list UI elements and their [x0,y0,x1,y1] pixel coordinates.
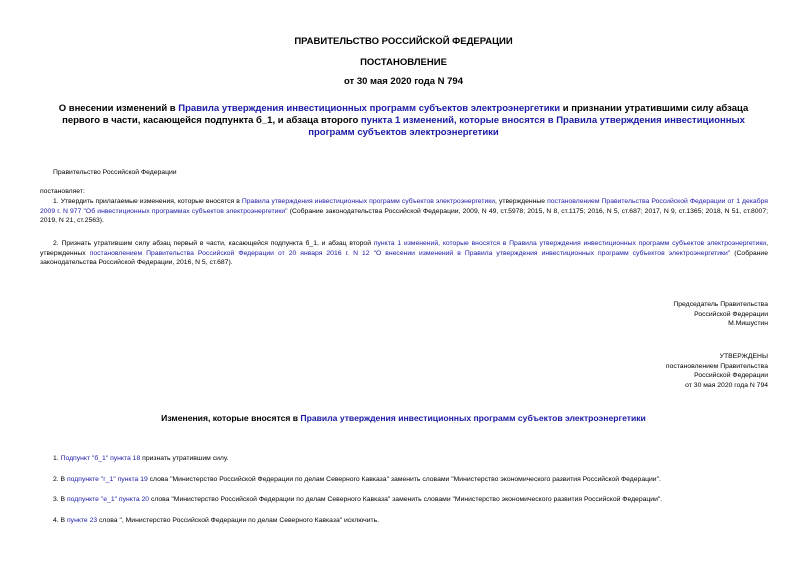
title-text-2: и признании утратившими силу абзаца первого в части, касающейся подпункта б_1, и абзаца второго [62,103,749,126]
amendment-1-text: признать утратившим силу. [140,455,229,462]
signature-position: Председатель Правительства [673,301,768,308]
item-2-link-point1[interactable]: пункта 1 изменений, которые вносятся в Правила утверждения инвестиционных программ субъектов электроэнергетики [373,240,767,247]
amendment-2-link[interactable]: подпункте "г_1" пункта 19 [66,476,148,483]
signature-name: М.Мишустин [728,320,768,328]
document-type: ПОСТАНОВЛЕНИЕ [360,57,447,68]
item-1-text-1: 1. Утвердить прилагаемые изменения, которые вносятся в [53,198,242,205]
approved-by: постановлением Правительства [665,362,768,370]
amendment-4-text: слова ", Министерство Российской Федерации по делам Северного Кавказа" исключить. [97,517,380,524]
item-1-link-resolution[interactable]: постановлением Правительства Российской Федерации от 1 декабря 2009 г. N 977 "Об инвестиционных программах субъектов электроэнергетики" [40,198,768,215]
amendments-title-link[interactable]: Правила утверждения инвестиционных программ субъектов электроэнергетики [300,413,646,423]
approved-date: от 30 мая 2020 года N 794 [685,381,768,389]
amendment-3-link[interactable]: подпункте "е_1" пункта 20 [66,496,150,503]
title-link-rules[interactable]: Правила утверждения инвестиционных программ субъектов электроэнергетики [178,103,561,114]
amendment-2-num: 2. В [53,476,67,483]
document-title [40,103,767,139]
amendments-title-text: Изменения, которые вносятся в [161,413,301,423]
amendment-1-link[interactable]: Подпункт "б_1" пункта 18 [60,455,141,462]
item-1-link-rules[interactable]: Правила утверждения инвестиционных программ субъектов электроэнергетики [241,198,496,205]
item-1 [40,197,768,226]
item-1-text-3: (Собрание законодательства Российской Федерации, 2009, N 49, ст.5978; 2015, N 8, ст.1175; 2016, N 5, ст.687; 2017, N 9, ст.1365; 2018, N 51, ст.8007; 2019, N 21, ст.2563). [40,207,769,225]
approved-country: Российской Федерации [694,372,768,380]
document-date: от 30 мая 2020 года N 794 [343,76,464,87]
amendment-item [53,516,773,526]
preamble-author: Правительство Российской Федерации [53,169,177,176]
approved-block [468,352,768,390]
title-link-point1[interactable]: пункта 1 изменений, которые вносятся в Правила утверждения инвестиционных программ субъектов электроэнергетики [308,115,745,138]
amendment-3-text: слова "Министерство Российской Федерации по делам Северного Кавказа" заменить словами "Министерство экономического развития Российской Федерации". [149,496,663,503]
item-2-text-2: , утвержденных [40,240,768,257]
government-heading: ПРАВИТЕЛЬСТВО РОССИЙСКОЙ ФЕДЕРАЦИИ [294,36,513,47]
signature-country: Российской Федерации [694,310,768,318]
item-2 [40,239,768,268]
title-text-1: О внесении изменений в [58,103,179,114]
item-2-text-3: (Собрание законодательства Российской Федерации, 2016, N 5, ст.687). [40,249,768,267]
amendment-2-text: слова "Министерство Российской Федерации по делам Северного Кавказа" заменить словами "Министерство экономического развития Российской Федерации". [147,476,661,483]
amendment-1-num: 1. [53,455,61,462]
item-2-text-1: 2. Признать утратившим силу абзац первый в части, касающейся подпункта б_1, и абзац второй [53,240,374,247]
signature-block [468,300,768,329]
amendment-item [53,475,773,485]
amendment-4-num: 4. В [53,517,67,524]
approved-label: УТВЕРЖДЕНЫ [719,353,768,360]
preamble-decides: постановляет: [40,188,85,195]
item-2-link-resolution[interactable]: постановлением Правительства Российской Федерации от 20 января 2016 г. N 12 "О внесении изменений в Правила утверждения инвестиционных программ субъектов электроэнергетики" [89,249,731,257]
amendment-4-link[interactable]: пункте 23 [66,517,98,524]
amendment-3-num: 3. В [53,496,67,503]
amendment-item [53,495,773,505]
item-1-text-2: , утвержденные [495,198,548,205]
amendments-title [40,413,767,423]
amendment-item [53,454,773,464]
